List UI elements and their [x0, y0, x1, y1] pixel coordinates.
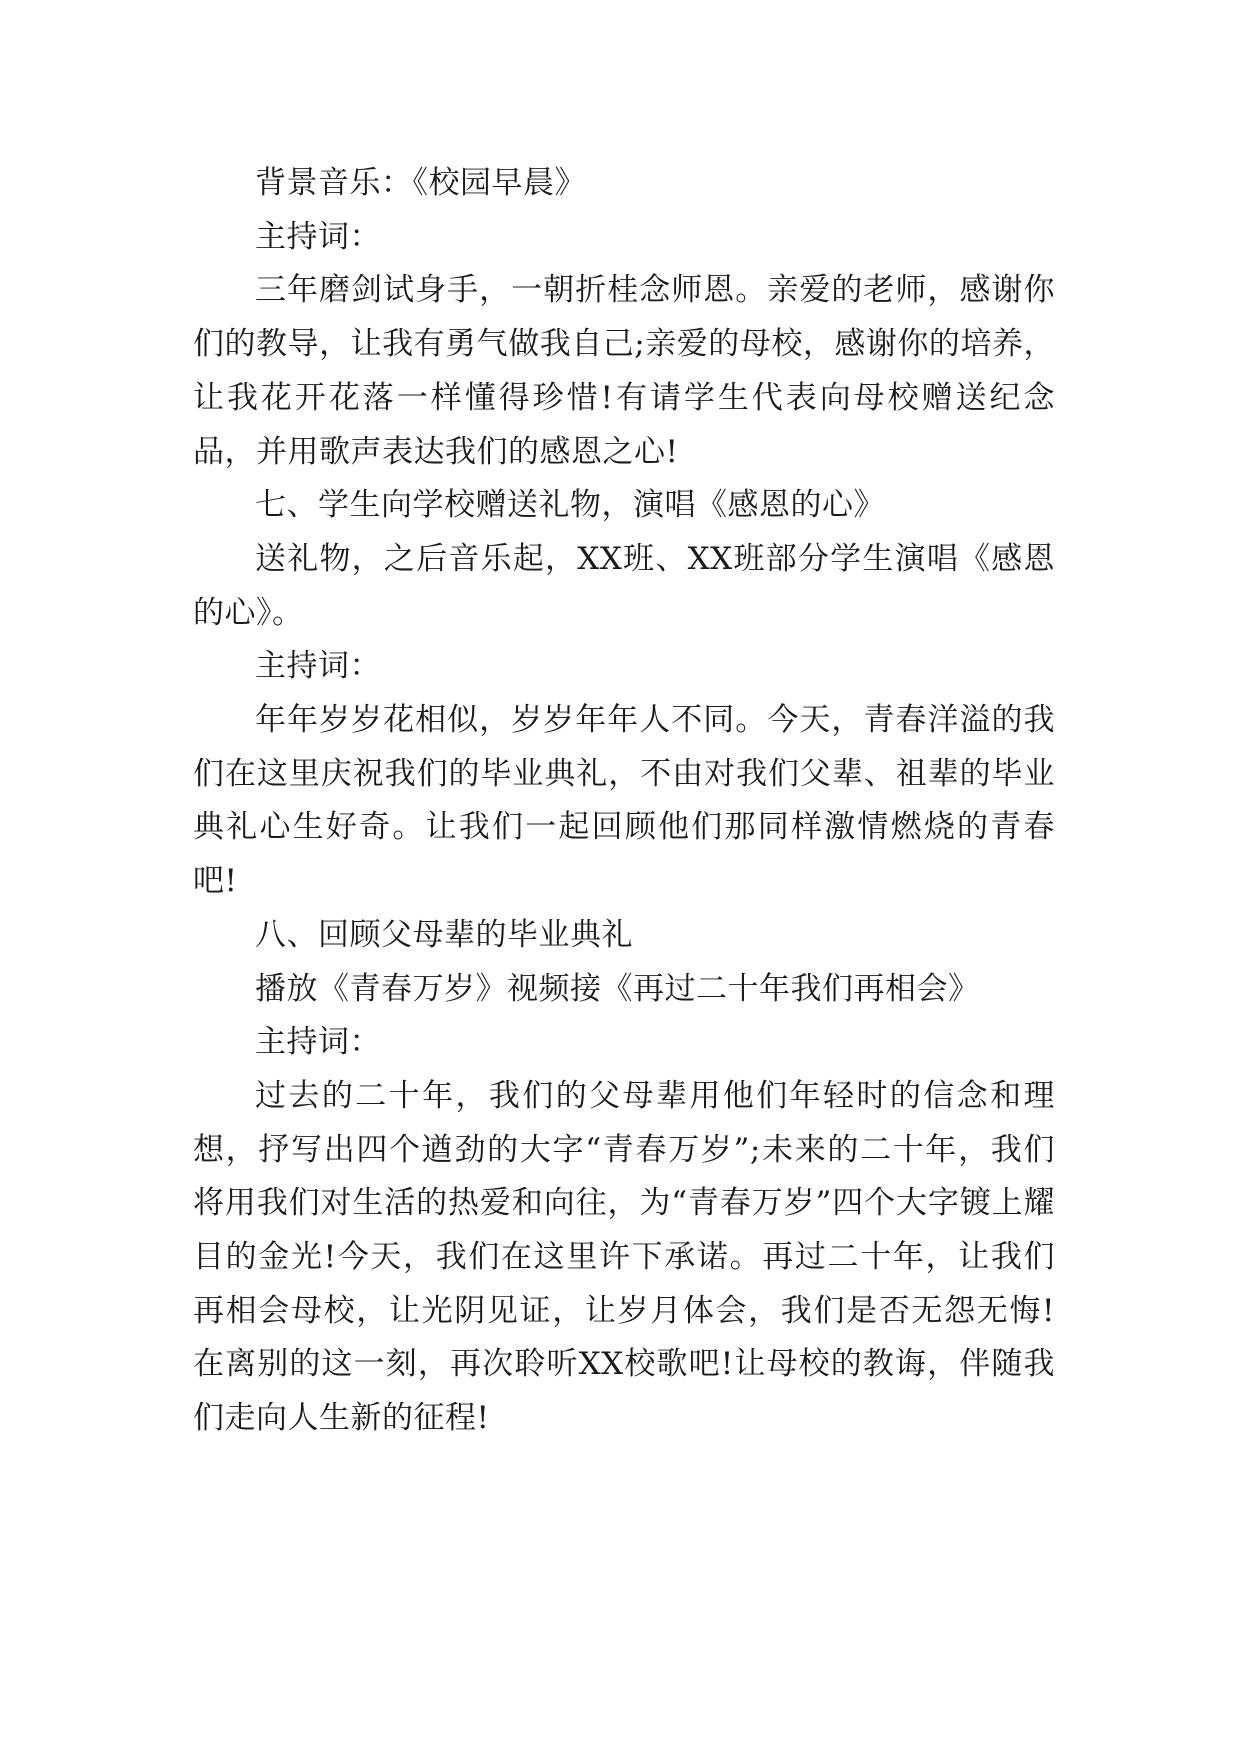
paragraph-stage-direction: 播放《青春万岁》视频接《再过二十年我们再相会》 — [255, 970, 980, 1007]
paragraph-stage-direction: 送礼物，之后音乐起，XX班、XX班部分学生演唱《感恩的心》。 — [193, 540, 1055, 631]
paragraph-host-speech: 三年磨剑试身手，一朝折桂念师恩。亲爱的老师，感谢你们的教导，让我有勇气做我自己;亲爱的母校，感谢你的培养，让我花开花落一样懂得珍惜!有请学生代表向母校赠送纪念品，并用歌声表达我们的感恩之心! — [193, 272, 1055, 470]
paragraph-host-lines-label: 主持词： — [255, 648, 381, 685]
document-body — [193, 157, 1055, 1446]
section-heading: 七、学生向学校赠送礼物，演唱《感恩的心》 — [255, 487, 885, 524]
paragraph-host-speech: 年年岁岁花相似，岁岁年年人不同。今天，青春洋溢的我们在这里庆祝我们的毕业典礼，不由对我们父辈、祖辈的毕业典礼心生好奇。让我们一起回顾他们那同样激情燃烧的青春吧! — [193, 702, 1055, 900]
paragraph-host-lines-label: 主持词： — [255, 1024, 381, 1061]
paragraph-host-lines-label: 主持词： — [255, 218, 381, 255]
paragraph-background-music: 背景音乐：《校园早晨》 — [255, 165, 586, 201]
section-heading: 八、回顾父母辈的毕业典礼 — [255, 916, 633, 953]
paragraph-host-speech: 过去的二十年，我们的父母辈用他们年轻时的信念和理想，抒写出四个遒劲的大字“青春万岁”;未来的二十年，我们将用我们对生活的热爱和向往，为“青春万岁”四个大字镀上耀目的金光!今天，我们在这里许下承诺。再过二十年，让我们再相会母校，让光阴见证，让岁月体会，我们是否无怨无悔!在离别的这一刻，再次聆听XX校歌吧!让母校的教诲，伴随我们走向人生新的征程! — [193, 1077, 1055, 1437]
